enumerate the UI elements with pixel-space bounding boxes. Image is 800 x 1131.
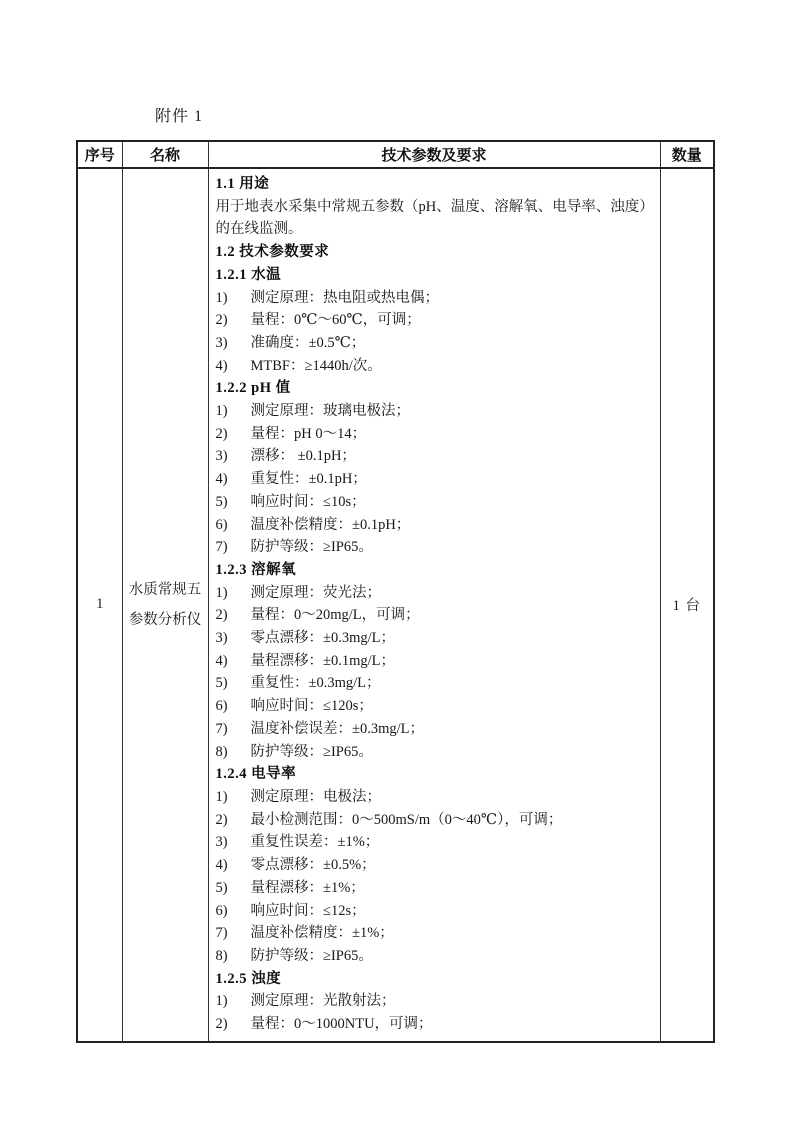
- spec-item-text: 温度补偿精度：±1%；: [250, 925, 394, 942]
- spec-item-text: 零点漂移：±0.5%；: [250, 857, 376, 874]
- header-name: 名称: [122, 141, 208, 168]
- spec-item-text: 零点漂移：±0.3mg/L；: [250, 630, 395, 647]
- spec-item-number: 2): [215, 425, 228, 442]
- spec-item: [216, 741, 652, 764]
- spec-item: [216, 400, 652, 423]
- spec-item-number: 3): [215, 630, 228, 647]
- spec-item-text: 响应时间：≤10s；: [250, 493, 366, 510]
- spec-item-number: 2): [215, 607, 228, 624]
- spec-item-number: 3): [215, 448, 228, 465]
- spec-item-number: 3): [215, 834, 228, 851]
- spec-item-number: 4): [215, 471, 228, 488]
- spec-item-text: 漂移： ±0.1pH；: [250, 448, 356, 465]
- spec-item-text: 重复性：±0.1pH；: [250, 471, 367, 488]
- spec-item-text: 测定原理：玻璃电极法；: [250, 403, 410, 420]
- spec-item: [216, 309, 652, 332]
- table-header-row: [77, 141, 714, 168]
- spec-heading: 1.2.4 电导率: [215, 766, 297, 783]
- spec-item-text: 重复性误差：±1%；: [250, 834, 380, 851]
- spec-heading: 1.1 用途: [215, 176, 270, 192]
- spec-item: [216, 582, 652, 605]
- spec-item-text: 量程漂移：±0.1mg/L；: [250, 652, 395, 669]
- spec-item-text: 测定原理：电极法；: [250, 788, 381, 805]
- spec-item: [216, 922, 652, 945]
- spec-heading: 1.2.2 pH 值: [215, 380, 291, 397]
- spec-item-text: 重复性：±0.3mg/L；: [250, 675, 381, 692]
- spec-item-number: 1): [215, 993, 228, 1010]
- spec-item: [216, 900, 652, 923]
- spec-item-number: 1): [215, 788, 228, 805]
- spec-heading: 1.2 技术参数要求: [215, 244, 330, 261]
- spec-item-number: 3): [215, 334, 228, 351]
- spec-item-text: 测定原理：热电阻或热电偶；: [250, 289, 439, 306]
- spec-item-text: 量程：0～1000NTU，可调；: [250, 1016, 433, 1033]
- spec-item-text: 量程：0～20mg/L，可调；: [250, 607, 420, 624]
- spec-item: [216, 536, 652, 559]
- spec-item-number: 2): [215, 312, 228, 329]
- spec-item: [216, 1013, 652, 1036]
- spec-item-number: 6): [215, 698, 228, 715]
- spec-item-number: 4): [215, 357, 228, 374]
- spec-item: [216, 468, 652, 491]
- spec-item-number: 8): [215, 743, 228, 760]
- spec-item: [216, 809, 652, 832]
- spec-item: [216, 355, 652, 378]
- spec-item: [216, 287, 652, 310]
- spec-item-number: 6): [215, 516, 228, 533]
- spec-item-number: 1): [215, 403, 228, 420]
- table-row: [77, 168, 714, 1042]
- spec-item-text: 响应时间：≤12s；: [250, 902, 366, 919]
- spec-item-text: 准确度：±0.5℃；: [250, 334, 366, 351]
- spec-item-number: 2): [215, 1016, 228, 1033]
- spec-item-number: 1): [215, 289, 228, 306]
- spec-item: [216, 627, 652, 650]
- spec-item: [216, 491, 652, 514]
- attachment-title: 附件 1: [155, 108, 204, 125]
- header-tech-params: 技术参数及要求: [208, 141, 660, 168]
- header-quantity: 数量: [660, 141, 714, 168]
- spec-item-text: 响应时间：≤120s；: [250, 698, 373, 715]
- spec-table: [76, 140, 715, 1043]
- spec-heading: 1.2.3 溶解氧: [215, 561, 297, 578]
- spec-item: [216, 990, 652, 1013]
- spec-item-text: 测定原理：光散射法；: [250, 993, 396, 1010]
- spec-item: [216, 332, 652, 355]
- spec-item-text: 量程：pH 0～14；: [250, 425, 367, 442]
- spec-item-number: 7): [215, 720, 228, 737]
- spec-item-text: 量程漂移：±1%；: [250, 879, 365, 896]
- spec-item-number: 7): [215, 925, 228, 942]
- spec-item-text: 最小检测范围：0～500mS/m（0～40℃），可调；: [250, 811, 563, 828]
- spec-item-number: 8): [215, 947, 228, 964]
- row-item-name: 水质常规五参数分析仪: [122, 168, 208, 1042]
- spec-item: [216, 445, 652, 468]
- spec-item: [216, 831, 652, 854]
- spec-item: [216, 650, 652, 673]
- spec-item-number: 5): [215, 493, 228, 510]
- spec-item-text: 防护等级：≥IP65。: [250, 539, 373, 556]
- spec-item-text: 测定原理：荧光法；: [250, 584, 381, 601]
- spec-item-text: 防护等级：≥IP65。: [250, 947, 373, 964]
- spec-list: [216, 173, 652, 1036]
- spec-item: [216, 604, 652, 627]
- spec-item-number: 5): [215, 879, 228, 896]
- row-quantity: 1 台: [660, 168, 714, 1042]
- spec-item: [216, 695, 652, 718]
- spec-item: [216, 423, 652, 446]
- spec-item-number: 6): [215, 902, 228, 919]
- spec-item-number: 1): [215, 584, 228, 601]
- spec-item-text: 量程：0℃～60℃，可调；: [250, 312, 421, 329]
- spec-item-text: MTBF：≥1440h/次。: [250, 357, 382, 374]
- spec-item: [216, 786, 652, 809]
- spec-item-number: 4): [215, 652, 228, 669]
- spec-item-number: 2): [215, 811, 228, 828]
- spec-item-text: 防护等级：≥IP65。: [250, 743, 373, 760]
- spec-heading: 1.2.1 水温: [215, 266, 282, 283]
- spec-item: [216, 672, 652, 695]
- spec-item: [216, 718, 652, 741]
- spec-item-number: 4): [215, 857, 228, 874]
- spec-item: [216, 854, 652, 877]
- spec-item: [216, 945, 652, 968]
- spec-item-text: 温度补偿精度：±0.1pH；: [250, 516, 411, 533]
- spec-heading: 1.2.5 浊度: [215, 970, 282, 987]
- row-seq-number: 1: [77, 168, 122, 1042]
- spec-item: [216, 877, 652, 900]
- header-seq-number: 序号: [77, 141, 122, 168]
- spec-item-number: 7): [215, 539, 228, 556]
- spec-item-text: 温度补偿误差：±0.3mg/L；: [250, 720, 424, 737]
- spec-item: [216, 514, 652, 537]
- spec-paragraph: 用于地表水采集中常规五参数（pH、温度、溶解氧、电导率、浊度）的在线监测。: [215, 198, 647, 238]
- spec-item-number: 5): [215, 675, 228, 692]
- row-spec-cell: [208, 168, 660, 1042]
